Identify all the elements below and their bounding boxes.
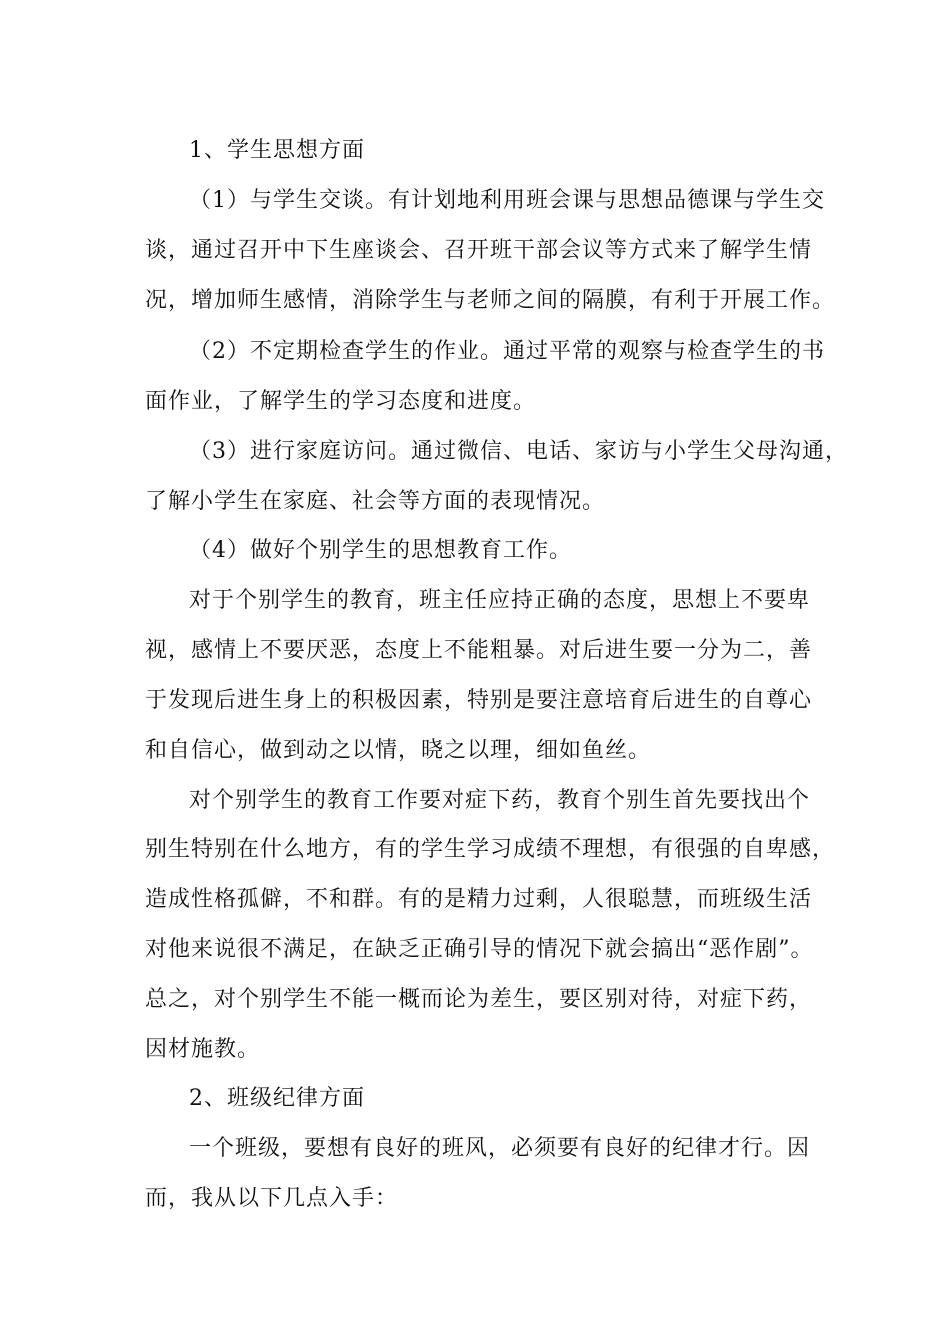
text-line: 因材施教。 xyxy=(145,1037,261,1062)
text-line: 和自信心，做到动之以情，晓之以理，细如鱼丝。 xyxy=(145,738,652,763)
text-line: 视，感情上不要厌恶，态度上不能粗暴。对后进生要一分为二，善 xyxy=(145,638,813,663)
text-line: （1）与学生交谈。有计划地利用班会课与思想品德课与学生交 xyxy=(189,188,825,213)
section-heading-1: 1、学生思想方面 xyxy=(189,138,365,163)
text-line: 对于个别学生的教育，班主任应持正确的态度，思想上不要卑 xyxy=(189,588,811,613)
text-line: 而，我从以下几点入手： xyxy=(145,1186,399,1211)
text-line: 谈，通过召开中下生座谈会、召开班干部会议等方式来了解学生情 xyxy=(145,238,813,263)
text-line: 了解小学生在家庭、社会等方面的表现情况。 xyxy=(145,489,606,514)
text-line: 对个别学生的教育工作要对症下药，教育个别生首先要找出个 xyxy=(189,788,811,813)
section-heading-2: 2、班级纪律方面 xyxy=(189,1086,365,1111)
text-line: 总之，对个别学生不能一概而论为差生，要区别对待，对症下药， xyxy=(145,987,813,1012)
text-line: 面作业，了解学生的学习态度和进度。 xyxy=(145,389,537,414)
text-line: 于发现后进生身上的积极因素，特别是要注意培育后进生的自尊心 xyxy=(145,688,813,713)
text-line: 一个班级，要想有良好的班风，必须要有良好的纪律才行。因 xyxy=(189,1136,811,1161)
text-line: （2）不定期检查学生的作业。通过平常的观察与检查学生的书 xyxy=(189,339,825,364)
text-line: （3）进行家庭访问。通过微信、电话、家访与小学生父母沟通， xyxy=(189,439,848,464)
text-line: 对他来说很不满足，在缺乏正确引导的情况下就会搞出“恶作剧”。 xyxy=(145,937,814,962)
text-line: 造成性格孤僻，不和群。有的是精力过剩，人很聪慧，而班级生活 xyxy=(145,887,813,912)
text-line: （4）做好个别学生的思想教育工作。 xyxy=(189,538,572,563)
text-line: 况，增加师生感情，消除学生与老师之间的隔膜，有利于开展工作。 xyxy=(145,288,836,313)
text-line: 别生特别在什么地方，有的学生学习成绩不理想，有很强的自卑感， xyxy=(145,837,836,862)
